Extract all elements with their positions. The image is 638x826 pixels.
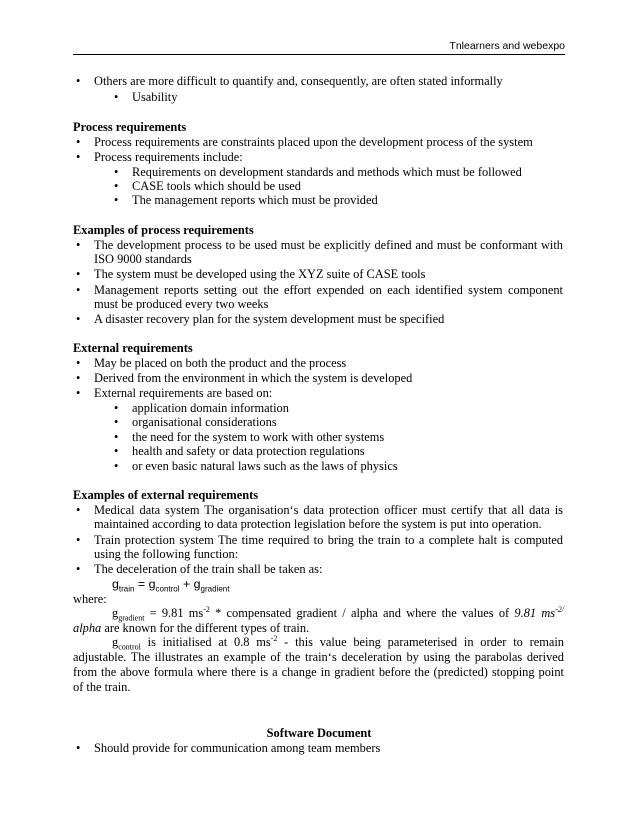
italic-exponent: -2/ bbox=[555, 604, 564, 614]
process-bullet-2: Process requirements include: bbox=[94, 150, 243, 164]
external-sub-4: health and safety or data protection regulations bbox=[132, 444, 365, 458]
text-run: is initialised at 0.8 ms bbox=[140, 635, 271, 649]
examples-process-bullet-2: The system must be developed using the XYZ suite of CASE tools bbox=[94, 267, 426, 281]
external-bullet-1: May be placed on both the product and the process bbox=[94, 356, 347, 370]
external-sub-5: or even basic natural laws such as the laws of physics bbox=[132, 459, 398, 473]
examples-external-bullet-1b: maintained according to data protection legislation before the system is put into operation. bbox=[94, 517, 542, 531]
process-bullet-1: Process requirements are constraints placed upon the development process of the system bbox=[94, 135, 533, 149]
gradient-definition-line-1 bbox=[112, 606, 564, 621]
formula-sub-gradient: gradient bbox=[200, 584, 230, 594]
examples-process-bullet-1b: ISO 9000 standards bbox=[94, 252, 192, 266]
examples-process-bullet-3a: Management reports setting out the effort expended on each identified system component bbox=[94, 283, 563, 297]
section-heading-external: External requirements bbox=[73, 341, 193, 355]
formula-g: g bbox=[112, 577, 119, 591]
exponent: -2 bbox=[270, 633, 278, 643]
deceleration-formula bbox=[112, 577, 229, 592]
sub-bullet: • bbox=[114, 193, 119, 207]
formula-g: g bbox=[193, 577, 201, 591]
bullet: • bbox=[76, 267, 81, 281]
bullet: • bbox=[76, 562, 81, 576]
exponent: -2 bbox=[203, 604, 210, 614]
sub-bullet: • bbox=[114, 430, 119, 444]
examples-external-bullet-1a: Medical data system The organisation‘s data protection officer must certify that all data is bbox=[94, 503, 563, 517]
bullet: • bbox=[76, 503, 81, 517]
section-heading-software: Software Document bbox=[266, 726, 372, 740]
var-g: g bbox=[112, 606, 119, 620]
formula-sub-train: train bbox=[118, 584, 135, 594]
external-bullet-2: Derived from the environment in which the system is developed bbox=[94, 371, 413, 385]
gradient-definition-line-2 bbox=[73, 621, 564, 636]
sub-bullet: • bbox=[114, 444, 119, 458]
var-g: g bbox=[112, 635, 119, 649]
bullet: • bbox=[76, 135, 81, 149]
external-sub-2: organisational considerations bbox=[132, 415, 277, 429]
section-heading-examples-process: Examples of process requirements bbox=[73, 223, 254, 237]
italic-run: alpha bbox=[73, 621, 102, 635]
sub-bullet: • bbox=[114, 179, 119, 193]
text-run: - this value being parameterised in order to remain bbox=[277, 635, 564, 649]
bullet: • bbox=[76, 356, 81, 370]
examples-external-bullet-3: The deceleration of the train shall be taken as: bbox=[94, 562, 323, 576]
process-sub-3: The management reports which must be provided bbox=[132, 193, 378, 207]
text-run: * compensated gradient / alpha and where the values of bbox=[209, 606, 515, 620]
examples-external-bullet-2b: using the following function: bbox=[94, 547, 239, 561]
examples-process-bullet-3b: must be produced every two weeks bbox=[94, 297, 269, 311]
section-heading-examples-external: Examples of external requirements bbox=[73, 488, 259, 502]
examples-process-bullet-1a: The development process to be used must be explicitly defined and must be conformant with bbox=[94, 238, 563, 252]
bullet: • bbox=[76, 283, 81, 297]
var-sub: gradient bbox=[118, 613, 145, 623]
section-heading-process: Process requirements bbox=[73, 120, 187, 134]
process-sub-1: Requirements on development standards and methods which must be followed bbox=[132, 165, 522, 179]
formula-sub-control: control bbox=[155, 584, 180, 594]
sub-bullet: • bbox=[114, 415, 119, 429]
bullet: • bbox=[76, 150, 81, 164]
header-rule bbox=[73, 54, 565, 55]
bullet: • bbox=[76, 741, 81, 755]
intro-sub: Usability bbox=[132, 90, 178, 104]
bullet: • bbox=[76, 312, 81, 326]
bullet: • bbox=[76, 238, 81, 252]
formula-equals: = bbox=[134, 577, 149, 591]
page-header: Tnlearners and webexpo bbox=[449, 40, 565, 52]
examples-external-bullet-2a: Train protection system The time required to bring the train to a complete halt is computed bbox=[94, 533, 563, 547]
formula-g: g bbox=[148, 577, 156, 591]
bullet: • bbox=[76, 74, 81, 88]
control-definition-line-2: adjustable. The illustrates an example of the train‘s deceleration by using the parabolas derived bbox=[73, 650, 564, 664]
italic-run: 9.81 ms bbox=[514, 606, 556, 620]
sub-bullet: • bbox=[114, 165, 119, 179]
process-sub-2: CASE tools which should be used bbox=[132, 179, 301, 193]
bullet: • bbox=[76, 533, 81, 547]
bullet: • bbox=[76, 371, 81, 385]
control-definition-line-3: from the above formula where there is a change in gradient before the (predicted) stopping point bbox=[73, 665, 564, 679]
bullet: • bbox=[76, 386, 81, 400]
software-bullet-1: Should provide for communication among team members bbox=[94, 741, 381, 755]
var-sub: control bbox=[118, 642, 141, 652]
formula-plus: + bbox=[179, 577, 194, 591]
examples-process-bullet-4: A disaster recovery plan for the system development must be specified bbox=[94, 312, 445, 326]
external-sub-1: application domain information bbox=[132, 401, 289, 415]
external-bullet-3: External requirements are based on: bbox=[94, 386, 273, 400]
where-label: where: bbox=[73, 592, 107, 606]
control-definition-line-1 bbox=[112, 635, 564, 650]
intro-bullet: Others are more difficult to quantify and, consequently, are often stated informally bbox=[94, 74, 503, 88]
text-run: = 9.81 ms bbox=[144, 606, 204, 620]
external-sub-3: the need for the system to work with other systems bbox=[132, 430, 385, 444]
sub-bullet: • bbox=[114, 90, 119, 104]
text-run: are known for the different types of train. bbox=[101, 621, 310, 635]
sub-bullet: • bbox=[114, 401, 119, 415]
control-definition-line-4: of the train. bbox=[73, 680, 131, 694]
sub-bullet: • bbox=[114, 459, 119, 473]
